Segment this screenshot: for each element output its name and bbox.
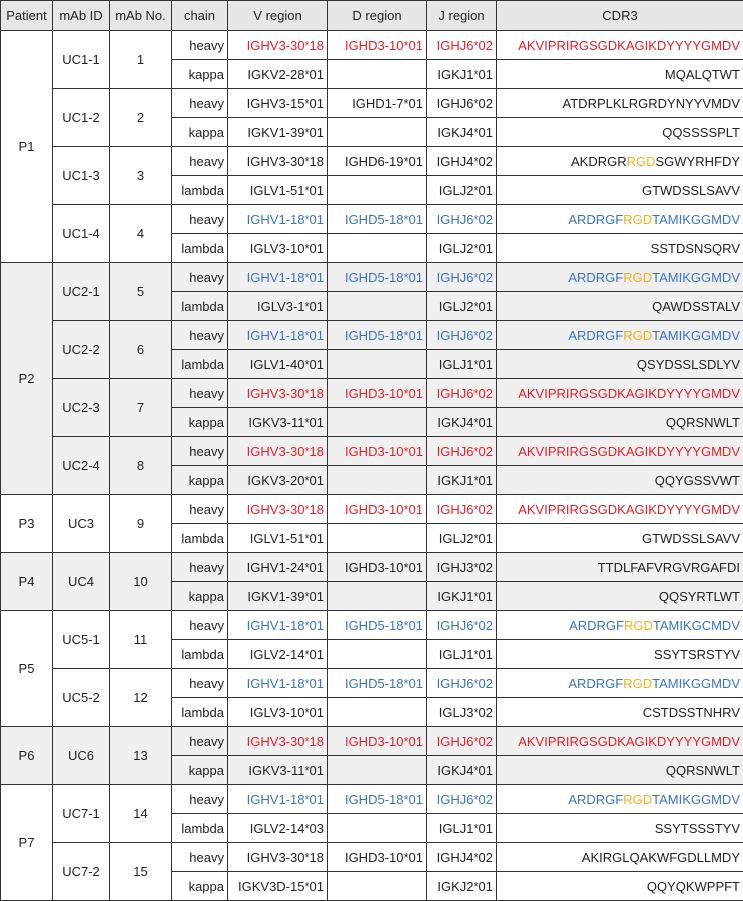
d-region-cell	[328, 872, 427, 901]
cdr3-cell	[497, 727, 743, 756]
chain-cell: kappa	[172, 60, 228, 89]
cdr3-cell	[497, 553, 743, 582]
j-region-cell: IGHJ6*02	[427, 205, 497, 234]
cdr3-segment: AKIRGLQAKWFGDLLMDY	[582, 850, 740, 865]
d-region-cell: IGHD3-10*01	[328, 437, 427, 466]
mab-id-cell: UC1-1	[53, 31, 110, 89]
d-region-cell: IGHD5-18*01	[328, 321, 427, 350]
cdr3-segment: SSYTSRSTYV	[654, 647, 740, 662]
cdr3-segment: AKVIPRIRGSGDKAGIKDYYYYGMDV	[518, 386, 740, 401]
cdr3-cell	[497, 176, 743, 205]
chain-cell: kappa	[172, 872, 228, 901]
cdr3-segment: AKVIPRIRGSGDKAGIKDYYYYGMDV	[518, 38, 740, 53]
v-region-cell: IGHV1-18*01	[228, 205, 328, 234]
d-region-cell	[328, 814, 427, 843]
d-region-cell: IGHD3-10*01	[328, 553, 427, 582]
chain-cell: heavy	[172, 495, 228, 524]
rgd-motif: RGD	[623, 792, 652, 807]
header-mab-no: mAb No.	[110, 1, 172, 31]
j-region-cell: IGLJ2*01	[427, 234, 497, 263]
v-region-cell: IGLV2-14*01	[228, 640, 328, 669]
mab-id-cell: UC1-4	[53, 205, 110, 263]
chain-cell: heavy	[172, 31, 228, 60]
j-region-cell: IGLJ2*01	[427, 292, 497, 321]
table-row	[1, 437, 743, 466]
rgd-motif: RGD	[623, 328, 652, 343]
cdr3-cell	[497, 756, 743, 785]
cdr3-cell	[497, 785, 743, 814]
cdr3-segment: QQRSNWLT	[666, 415, 740, 430]
cdr3-segment: TAMIKGGMDV	[652, 792, 740, 807]
d-region-cell: IGHD3-10*01	[328, 31, 427, 60]
d-region-cell: IGHD6-19*01	[328, 147, 427, 176]
mab-no-cell: 11	[110, 611, 172, 669]
cdr3-segment: AKDRGR	[571, 154, 627, 169]
j-region-cell: IGLJ1*01	[427, 814, 497, 843]
table-row	[1, 31, 743, 60]
j-region-cell: IGKJ1*01	[427, 582, 497, 611]
cdr3-cell	[497, 263, 743, 292]
table-row	[1, 611, 743, 640]
chain-cell: lambda	[172, 176, 228, 205]
table-row	[1, 263, 743, 292]
cdr3-segment: QQYGSSVWT	[655, 473, 740, 488]
v-region-cell: IGHV3-30*18	[228, 437, 328, 466]
mab-id-cell: UC2-4	[53, 437, 110, 495]
rgd-motif: RGD	[624, 618, 653, 633]
j-region-cell: IGHJ6*02	[427, 379, 497, 408]
v-region-cell: IGLV1-40*01	[228, 350, 328, 379]
d-region-cell	[328, 408, 427, 437]
cdr3-segment: ARDRGF	[568, 270, 623, 285]
cdr3-segment: GTWDSSLSAVV	[642, 183, 740, 198]
chain-cell: heavy	[172, 437, 228, 466]
rgd-motif: RGD	[623, 676, 652, 691]
d-region-cell: IGHD5-18*01	[328, 611, 427, 640]
mab-no-cell: 13	[110, 727, 172, 785]
j-region-cell: IGHJ4*02	[427, 843, 497, 872]
d-region-cell: IGHD5-18*01	[328, 205, 427, 234]
cdr3-segment: TAMIKGCMDV	[653, 618, 740, 633]
patient-cell: P2	[1, 263, 53, 495]
cdr3-cell	[497, 872, 743, 901]
v-region-cell: IGLV3-1*01	[228, 292, 328, 321]
j-region-cell: IGLJ2*01	[427, 176, 497, 205]
v-region-cell: IGKV3D-15*01	[228, 872, 328, 901]
patient-cell: P7	[1, 785, 53, 901]
chain-cell: heavy	[172, 89, 228, 118]
cdr3-cell	[497, 495, 743, 524]
j-region-cell: IGHJ6*02	[427, 669, 497, 698]
mab-no-cell: 1	[110, 31, 172, 89]
j-region-cell: IGHJ6*02	[427, 437, 497, 466]
d-region-cell: IGHD5-18*01	[328, 785, 427, 814]
cdr3-cell	[497, 669, 743, 698]
header-j-region: J region	[427, 1, 497, 31]
mab-no-cell: 14	[110, 785, 172, 843]
chain-cell: heavy	[172, 669, 228, 698]
cdr3-segment: QAWDSSTALV	[652, 299, 740, 314]
chain-cell: lambda	[172, 814, 228, 843]
chain-cell: heavy	[172, 843, 228, 872]
v-region-cell: IGHV3-30*18	[228, 31, 328, 60]
cdr3-segment: TAMIKGGMDV	[652, 676, 740, 691]
chain-cell: heavy	[172, 205, 228, 234]
rgd-motif: RGD	[623, 212, 652, 227]
chain-cell: heavy	[172, 147, 228, 176]
d-region-cell: IGHD3-10*01	[328, 379, 427, 408]
mab-no-cell: 9	[110, 495, 172, 553]
patient-cell: P3	[1, 495, 53, 553]
mab-no-cell: 15	[110, 843, 172, 901]
mab-no-cell: 3	[110, 147, 172, 205]
j-region-cell: IGLJ1*01	[427, 640, 497, 669]
v-region-cell: IGHV1-18*01	[228, 785, 328, 814]
cdr3-segment: AKVIPRIRGSGDKAGIKDYYYYGMDV	[518, 734, 740, 749]
d-region-cell	[328, 640, 427, 669]
d-region-cell	[328, 756, 427, 785]
table-row	[1, 147, 743, 176]
cdr3-cell	[497, 524, 743, 553]
mab-id-cell: UC2-1	[53, 263, 110, 321]
cdr3-segment: QSYDSSLSDLYV	[637, 357, 740, 372]
header-mab-id: mAb ID	[53, 1, 110, 31]
cdr3-cell	[497, 147, 743, 176]
table-row	[1, 205, 743, 234]
j-region-cell: IGHJ3*02	[427, 553, 497, 582]
j-region-cell: IGHJ6*02	[427, 89, 497, 118]
j-region-cell: IGKJ4*01	[427, 118, 497, 147]
cdr3-cell	[497, 234, 743, 263]
table-row	[1, 89, 743, 118]
v-region-cell: IGKV3-20*01	[228, 466, 328, 495]
cdr3-segment: AKVIPRIRGSGDKAGIKDYYYYGMDV	[518, 502, 740, 517]
j-region-cell: IGKJ4*01	[427, 756, 497, 785]
v-region-cell: IGKV2-28*01	[228, 60, 328, 89]
cdr3-cell	[497, 466, 743, 495]
cdr3-segment: TTDLFAFVRGVRGAFDI	[598, 560, 740, 575]
d-region-cell	[328, 524, 427, 553]
mab-id-cell: UC2-3	[53, 379, 110, 437]
header-row	[1, 1, 743, 31]
cdr3-cell	[497, 89, 743, 118]
table-row	[1, 379, 743, 408]
cdr3-segment: SSYTSSSTYV	[655, 821, 740, 836]
cdr3-cell	[497, 321, 743, 350]
v-region-cell: IGHV3-15*01	[228, 89, 328, 118]
mab-no-cell: 5	[110, 263, 172, 321]
j-region-cell: IGKJ4*01	[427, 408, 497, 437]
chain-cell: kappa	[172, 408, 228, 437]
mab-no-cell: 2	[110, 89, 172, 147]
cdr3-cell	[497, 205, 743, 234]
table-row	[1, 785, 743, 814]
d-region-cell: IGHD1-7*01	[328, 89, 427, 118]
header-chain: chain	[172, 1, 228, 31]
d-region-cell: IGHD3-10*01	[328, 727, 427, 756]
table-row	[1, 495, 743, 524]
chain-cell: heavy	[172, 263, 228, 292]
d-region-cell: IGHD3-10*01	[328, 495, 427, 524]
mab-id-cell: UC5-1	[53, 611, 110, 669]
cdr3-cell	[497, 582, 743, 611]
header-d-region: D region	[328, 1, 427, 31]
cdr3-segment: ARDRGF	[568, 212, 623, 227]
table-row	[1, 553, 743, 582]
chain-cell: kappa	[172, 466, 228, 495]
cdr3-segment: SSTDSNSQRV	[651, 241, 740, 256]
chain-cell: heavy	[172, 379, 228, 408]
mab-no-cell: 8	[110, 437, 172, 495]
patient-cell: P5	[1, 611, 53, 727]
d-region-cell	[328, 350, 427, 379]
mab-id-cell: UC5-2	[53, 669, 110, 727]
chain-cell: heavy	[172, 785, 228, 814]
v-region-cell: IGLV3-10*01	[228, 234, 328, 263]
cdr3-cell	[497, 698, 743, 727]
d-region-cell	[328, 582, 427, 611]
mab-id-cell: UC7-2	[53, 843, 110, 901]
chain-cell: kappa	[172, 582, 228, 611]
cdr3-segment: QQRSNWLT	[666, 763, 740, 778]
j-region-cell: IGHJ6*02	[427, 31, 497, 60]
v-region-cell: IGHV1-18*01	[228, 669, 328, 698]
cdr3-cell	[497, 60, 743, 89]
v-region-cell: IGLV1-51*01	[228, 524, 328, 553]
v-region-cell: IGHV3-30*18	[228, 843, 328, 872]
j-region-cell: IGHJ6*02	[427, 727, 497, 756]
d-region-cell	[328, 118, 427, 147]
v-region-cell: IGHV1-24*01	[228, 553, 328, 582]
cdr3-segment: ARDRGF	[568, 328, 623, 343]
cdr3-cell	[497, 379, 743, 408]
j-region-cell: IGKJ2*01	[427, 872, 497, 901]
j-region-cell: IGHJ6*02	[427, 321, 497, 350]
mab-id-cell: UC4	[53, 553, 110, 611]
d-region-cell	[328, 176, 427, 205]
v-region-cell: IGKV1-39*01	[228, 582, 328, 611]
chain-cell: heavy	[172, 321, 228, 350]
d-region-cell	[328, 292, 427, 321]
d-region-cell	[328, 698, 427, 727]
cdr3-segment: CSTDSSTNHRV	[643, 705, 740, 720]
mab-id-cell: UC3	[53, 495, 110, 553]
v-region-cell: IGHV3-30*18	[228, 379, 328, 408]
cdr3-segment: QQSSSSPLT	[662, 125, 740, 140]
patient-cell: P6	[1, 727, 53, 785]
v-region-cell: IGKV3-11*01	[228, 756, 328, 785]
rgd-motif: RGD	[627, 154, 656, 169]
d-region-cell: IGHD3-10*01	[328, 843, 427, 872]
j-region-cell: IGHJ6*02	[427, 263, 497, 292]
cdr3-cell	[497, 843, 743, 872]
j-region-cell: IGKJ1*01	[427, 466, 497, 495]
v-region-cell: IGKV3-11*01	[228, 408, 328, 437]
v-region-cell: IGLV1-51*01	[228, 176, 328, 205]
mab-no-cell: 10	[110, 553, 172, 611]
v-region-cell: IGLV3-10*01	[228, 698, 328, 727]
v-region-cell: IGHV3-30*18	[228, 147, 328, 176]
chain-cell: heavy	[172, 611, 228, 640]
mab-id-cell: UC7-1	[53, 785, 110, 843]
cdr3-cell	[497, 118, 743, 147]
cdr3-segment: TAMIKGGMDV	[652, 328, 740, 343]
v-region-cell: IGHV3-30*18	[228, 727, 328, 756]
table-row	[1, 727, 743, 756]
j-region-cell: IGLJ3*02	[427, 698, 497, 727]
v-region-cell: IGHV3-30*18	[228, 495, 328, 524]
patient-cell: P1	[1, 31, 53, 263]
cdr3-cell	[497, 292, 743, 321]
cdr3-segment: TAMIKGGMDV	[652, 212, 740, 227]
v-region-cell: IGHV1-18*01	[228, 263, 328, 292]
mab-no-cell: 6	[110, 321, 172, 379]
cdr3-segment: GTWDSSLSAVV	[642, 531, 740, 546]
chain-cell: lambda	[172, 292, 228, 321]
mab-no-cell: 4	[110, 205, 172, 263]
patient-cell: P4	[1, 553, 53, 611]
chain-cell: heavy	[172, 727, 228, 756]
cdr3-cell	[497, 814, 743, 843]
v-region-cell: IGLV2-14*03	[228, 814, 328, 843]
rgd-motif: RGD	[623, 270, 652, 285]
mab-id-cell: UC6	[53, 727, 110, 785]
cdr3-cell	[497, 408, 743, 437]
chain-cell: kappa	[172, 118, 228, 147]
d-region-cell: IGHD5-18*01	[328, 263, 427, 292]
mab-no-cell: 7	[110, 379, 172, 437]
header-patient: Patient	[1, 1, 53, 31]
cdr3-cell	[497, 611, 743, 640]
mab-id-cell: UC1-2	[53, 89, 110, 147]
v-region-cell: IGHV1-18*01	[228, 611, 328, 640]
cdr3-segment: AKVIPRIRGSGDKAGIKDYYYYGMDV	[518, 444, 740, 459]
cdr3-segment: QQSYRTLWT	[659, 589, 740, 604]
d-region-cell: IGHD5-18*01	[328, 669, 427, 698]
v-region-cell: IGHV1-18*01	[228, 321, 328, 350]
cdr3-segment: SGWYRHFDY	[656, 154, 741, 169]
chain-cell: lambda	[172, 698, 228, 727]
table-row	[1, 843, 743, 872]
j-region-cell: IGKJ1*01	[427, 60, 497, 89]
d-region-cell	[328, 60, 427, 89]
cdr3-segment: MQALQTWT	[665, 67, 740, 82]
cdr3-cell	[497, 437, 743, 466]
mab-no-cell: 12	[110, 669, 172, 727]
cdr3-cell	[497, 31, 743, 60]
chain-cell: kappa	[172, 756, 228, 785]
mab-id-cell: UC2-2	[53, 321, 110, 379]
header-cdr3: CDR3	[497, 1, 743, 31]
cdr3-segment: ATDRPLKLRGRDYNYYVMDV	[563, 96, 740, 111]
j-region-cell: IGHJ4*02	[427, 147, 497, 176]
v-region-cell: IGKV1-39*01	[228, 118, 328, 147]
chain-cell: heavy	[172, 553, 228, 582]
table-row	[1, 669, 743, 698]
d-region-cell	[328, 466, 427, 495]
j-region-cell: IGHJ6*02	[427, 495, 497, 524]
table-row	[1, 321, 743, 350]
cdr3-cell	[497, 350, 743, 379]
cdr3-cell	[497, 640, 743, 669]
cdr3-segment: ARDRGF	[568, 792, 623, 807]
table-body	[1, 31, 743, 901]
cdr3-segment: ARDRGF	[569, 618, 624, 633]
chain-cell: lambda	[172, 640, 228, 669]
j-region-cell: IGHJ6*02	[427, 785, 497, 814]
cdr3-segment: QQYQKWPPFT	[647, 879, 740, 894]
j-region-cell: IGLJ2*01	[427, 524, 497, 553]
d-region-cell	[328, 234, 427, 263]
header-v-region: V region	[228, 1, 328, 31]
cdr3-segment: TAMIKGGMDV	[652, 270, 740, 285]
chain-cell: lambda	[172, 234, 228, 263]
mab-id-cell: UC1-3	[53, 147, 110, 205]
chain-cell: lambda	[172, 524, 228, 553]
chain-cell: lambda	[172, 350, 228, 379]
j-region-cell: IGHJ6*02	[427, 611, 497, 640]
cdr3-segment: ARDRGF	[568, 676, 623, 691]
j-region-cell: IGLJ1*01	[427, 350, 497, 379]
